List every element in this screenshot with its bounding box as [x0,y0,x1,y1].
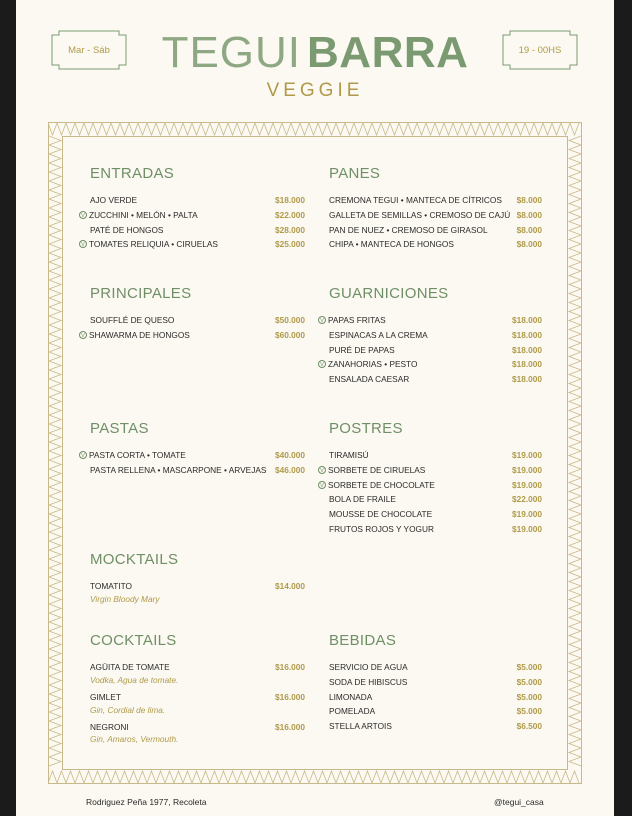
item-name [329,343,395,358]
menu-item [329,223,542,238]
section-title: PRINCIPALES [90,285,192,302]
menu-item [329,492,542,507]
item-name-text: MOUSSE DE CHOCOLATE [329,509,433,520]
item-description: Gin, Cordial de lima. [90,704,166,715]
section-title: PANES [329,165,381,182]
item-name-text: STELLA ARTOIS [329,721,392,732]
item-name [329,704,375,719]
item-name [329,448,369,463]
item-name [90,313,174,328]
hours-text: 19 - 00HS [518,44,562,56]
item-name-text: SERVICIO DE AGUA [329,662,408,672]
item-name [329,675,407,690]
menu-page [16,0,614,816]
menu-item [329,704,542,719]
veggie-icon: V [79,211,87,219]
item-name-text: ESPINACAS A LA CREMA [329,329,428,340]
item-price: $19.000 [512,523,542,534]
item-name [90,579,132,594]
section-cocktails [90,632,305,747]
item-price: $22.000 [275,209,305,220]
menu-item [90,579,305,594]
menu-item [90,690,305,705]
menu-item [329,675,542,690]
menu-item [90,463,305,478]
menu-item [329,507,542,522]
item-price: $8.000 [516,239,542,250]
item-name-text: PATÉ DE HONGOS [90,224,164,235]
item-name-text: SODA DE HIBISCUS [329,676,408,687]
item-name [329,660,408,675]
item-name [329,223,488,238]
section-mocktails [90,551,305,607]
item-name-text: ZUCCHINI • MELÓN • PALTA [89,209,198,220]
item-name [329,507,432,522]
item-name [81,237,218,252]
item-name-text: AGÜITA DE TOMATE [90,662,170,672]
item-name-text: FRUTOS ROJOS Y YOGUR [329,523,434,534]
item-name [320,313,386,328]
footer-handle: @tegui_casa [494,797,544,807]
veggie-icon: V [318,466,326,474]
item-price: $50.000 [275,315,305,325]
item-price: $60.000 [275,329,305,340]
menu-item [90,313,305,328]
veggie-icon: V [318,360,326,368]
item-name [329,237,454,252]
section-pastas [81,420,305,478]
item-name [81,448,186,463]
veggie-icon: V [79,331,87,339]
item-name [329,208,510,223]
menu-item [329,690,542,705]
item-price: $18.000 [512,315,542,325]
menu-item [329,343,542,358]
menu-item [329,719,542,734]
menu-item [329,237,542,252]
menu-item [81,448,305,463]
footer-address: Rodriguez Peña 1977, Recoleta [86,797,207,807]
item-price: $5.000 [516,676,542,687]
item-name [329,690,372,705]
item-price: $16.000 [275,691,305,702]
section-title: COCKTAILS [90,632,177,649]
item-price: $18.000 [512,344,542,355]
item-price: $40.000 [275,450,305,460]
item-description: Gin, Amaros, Vermouth. [90,734,179,745]
brand-subtitle: VEGGIE [266,80,364,101]
item-name [90,660,170,675]
item-name [329,328,428,343]
menu-item [329,372,542,387]
item-name [329,492,396,507]
veggie-icon: V [318,316,326,324]
item-name-text: ZANAHORIAS • PESTO [328,359,418,370]
section-panes [329,165,542,252]
menu-item [329,328,542,343]
section-principales [81,285,305,343]
section-entradas [81,165,305,252]
item-price: $16.000 [275,662,305,672]
item-price: $18.000 [275,195,305,205]
veggie-icon: V [79,451,87,459]
hours-badge [502,30,578,70]
item-price: $6.500 [516,721,542,732]
item-name [329,522,434,537]
brand-bold: BARRA [307,28,469,77]
item-name-text: SORBETE DE CHOCOLATE [328,479,435,490]
menu-item [320,463,542,478]
item-name [90,690,121,705]
item-name [320,463,426,478]
section-title: PASTAS [90,420,149,437]
item-name [81,208,198,223]
item-price: $5.000 [516,662,542,672]
item-name [81,328,190,343]
item-price: $19.000 [512,479,542,490]
veggie-icon: V [79,240,87,248]
item-name [320,357,418,372]
veggie-icon: V [318,481,326,489]
item-price: $16.000 [275,721,305,732]
menu-item [329,208,542,223]
item-description: Vodka, Agua de tomate. [90,674,179,685]
item-name-text: TOMATITO [90,581,132,591]
item-name-text: CHIPA • MANTECA DE HONGOS [329,239,454,250]
item-name-text: CREMONA TEGUI • MANTECA DE CÍTRICOS [329,195,502,205]
item-price: $22.000 [512,494,542,505]
menu-item [90,223,305,238]
section-title: POSTRES [329,420,403,437]
item-price: $19.000 [512,464,542,475]
item-name-text: PAPAS FRITAS [328,315,386,325]
item-name-text: BOLA DE FRAILE [329,494,396,505]
section-title: GUARNICIONES [329,285,449,302]
item-name-text: PASTA CORTA • TOMATE [89,450,186,460]
item-price: $46.000 [275,464,305,475]
item-name-text: PASTA RELLENA • MASCARPONE • ARVEJAS [90,464,267,475]
item-price: $8.000 [516,224,542,235]
item-price: $18.000 [512,374,542,385]
section-bebidas [329,632,542,734]
menu-item [90,720,305,735]
item-name-text: SOUFFLÉ DE QUESO [90,315,175,325]
menu-item [329,660,542,675]
item-name [329,719,392,734]
item-price: $5.000 [516,691,542,702]
item-name [90,463,266,478]
days-text: Mar - Sáb [68,44,110,56]
item-name [320,478,435,493]
item-name-text: GIMLET [90,691,121,702]
menu-item [90,660,305,675]
item-name [329,193,502,208]
item-price: $14.000 [275,581,305,591]
menu-item [329,193,542,208]
item-price: $19.000 [512,509,542,520]
item-name-text: NEGRONI [90,721,129,732]
section-title: ENTRADAS [90,165,175,182]
item-name [90,193,137,208]
item-name [90,720,129,735]
item-price: $8.000 [516,195,542,205]
menu-item [81,237,305,252]
section-guarniciones [320,285,542,387]
item-name-text: SHAWARMA DE HONGOS [89,329,190,340]
item-price: $8.000 [516,209,542,220]
item-price: $5.000 [516,706,542,717]
section-postres [320,420,542,537]
menu-item [320,478,542,493]
item-price: $25.000 [275,239,305,250]
menu-item [329,448,542,463]
section-title: BEBIDAS [329,632,397,649]
item-name-text: LIMONADA [329,691,373,702]
menu-item [81,328,305,343]
item-name-text: PAN DE NUEZ • CREMOSO DE GIRASOL [329,224,488,235]
menu-item [320,313,542,328]
brand-thin: TEGUI [161,28,302,77]
item-price: $19.000 [512,450,542,460]
item-name-text: GALLETA DE SEMILLAS • CREMOSO DE CAJÚ [329,209,511,220]
item-name-text: TOMATES RELIQUIA • CIRUELAS [89,239,218,250]
menu-item [320,357,542,372]
item-name [90,223,163,238]
item-name-text: ENSALADA CAESAR [329,374,410,385]
item-price: $18.000 [512,359,542,370]
item-name [329,372,409,387]
item-price: $18.000 [512,329,542,340]
menu-item [81,208,305,223]
item-name-text: PURÉ DE PAPAS [329,344,395,355]
item-name-text: POMELADA [329,706,376,717]
item-name-text: TIRAMISÚ [329,450,369,460]
section-title: MOCKTAILS [90,551,179,568]
menu-item [90,193,305,208]
item-name-text: AJO VERDE [90,195,138,205]
item-name-text: SORBETE DE CIRUELAS [328,464,426,475]
menu-item [329,522,542,537]
item-price: $28.000 [275,224,305,235]
item-description: Virgin Bloody Mary [90,593,160,604]
